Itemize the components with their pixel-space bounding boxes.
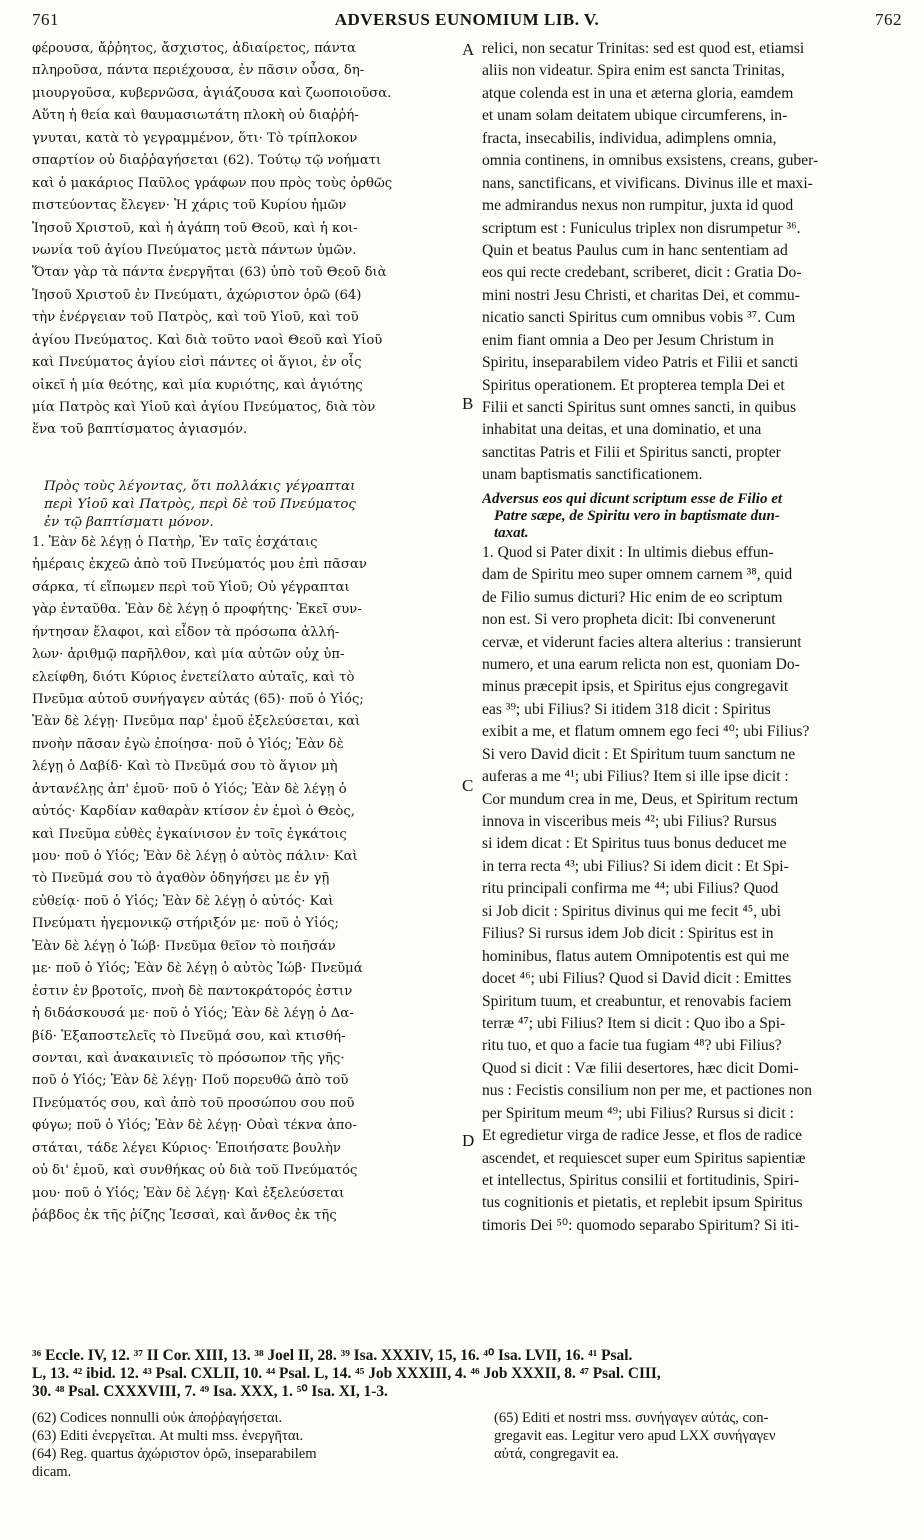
margin-letter-a: A (462, 40, 475, 59)
latin-text-line: exibit a me, et flatum omnem ego feci ⁴⁰; ubi Filius? (482, 723, 810, 741)
greek-text-line: Ἐὰν δὲ λέγῃ ὁ Ἰώβ· Πνεῦμα θεῖον τὸ ποιῆσάν (32, 938, 336, 954)
latin-text-line: enim fiant omnia a Deo per Jesum Christum in (482, 331, 774, 349)
latin-text-line: et intellectus, Spiritus consilii et fortitudinis, Spiri- (482, 1172, 800, 1189)
greek-text-line: πνοὴν πᾶσαν ἐγὼ ἐποίησα· ποῦ ὁ Υἱός; Ἐὰν δὲ (32, 736, 344, 752)
latin-text-line: si Job dicit : Spiritus divinus qui me fecit ⁴⁵, ubi (482, 902, 781, 920)
greek-text-line: στάται, τάδε λέγει Κύριος· Ἐποιήσατε βουλὴν (32, 1140, 341, 1156)
latin-text-line: Spiritu, inseparabilem video Patris et Filii et sancti (482, 354, 799, 372)
notes-right (494, 1409, 914, 1463)
greek-text-line: με· ποῦ ὁ Υἱός; Ἐὰν δὲ λέγῃ ὁ αὐτὸς Ἰώβ· Πνεῦμά (32, 961, 363, 977)
greek-text-line: εὐθείᾳ· ποῦ ὁ Υἱός; Ἐὰν δὲ λέγῃ ὁ αὐτός· Καὶ (32, 893, 334, 909)
greek-text-line: 1. Ἐὰν δὲ λέγῃ ὁ Πατὴρ, Ἐν ταῖς ἐσχάταις (32, 534, 318, 550)
greek-text-line: μία Πατρὸς καὶ Υἱοῦ καὶ ἁγίου Πνεύματος, διὰ τὸν (32, 400, 376, 415)
greek-text-line: λων· ἀριθμῷ παρῆλθον, καὶ μία αὐτῶν οὐχ ὑπ- (32, 647, 345, 663)
greek-text-line: ἡμέραις ἐκχεῶ ἀπὸ τοῦ Πνεύματός μου ἐπὶ πᾶσαν (32, 557, 367, 573)
latin-title-line: Patre sæpe, de Spiritu vero in baptismate dun- (494, 507, 780, 524)
greek-title-line: Πρὸς τοὺς λέγοντας, ὅτι πολλάκις γέγραπται (44, 478, 356, 494)
note-line: (64) Reg. quartus ἀχώριστον ὁρῶ, inseparabilem (32, 1446, 317, 1462)
greek-text-line: μου· ποῦ ὁ Υἱός; Ἐὰν δὲ λέγῃ· Καὶ ἐξελεύσεται (32, 1185, 345, 1201)
note-line: (62) Codices nonnulli οὐκ ἀποῤῥαγήσεται. (32, 1410, 283, 1426)
latin-text-line: relici, non secatur Trinitas: sed est quod est, etiamsi (482, 40, 805, 57)
greek-text-line: νωνία τοῦ ἁγίου Πνεύματος μετὰ πάντων ὑμῶν. (32, 242, 357, 258)
latin-text-line: Cor mundum crea in me, Deus, et Spiritum rectum (482, 790, 799, 808)
greek-text-line: σπαρτίον οὐ διαῤῥαγήσεται (62). Τούτῳ τῷ νοήματι (32, 153, 382, 169)
latin-text-line: per Spiritum meum ⁴⁹; ubi Filius? Rursus si dicit : (482, 1104, 794, 1122)
greek-section-title (32, 478, 462, 532)
latin-body-paragraph (482, 542, 900, 1238)
note-line: gregavit eas. Legitur vero apud LXX συνήγαγεν (494, 1428, 776, 1444)
note-line: (63) Editi ἐνεργεῖται. At multi mss. ἐνεργῆται. (32, 1428, 304, 1444)
greek-body-paragraph (32, 532, 462, 1228)
greek-text-line: ἡ διδάσκουσά με· ποῦ ὁ Υἱός; Ἐὰν δὲ λέγῃ ὁ Δα- (32, 1006, 354, 1022)
greek-text-line: Ὅταν γὰρ τὰ πάντα ἐνεργῆται (63) ὑπὸ τοῦ Θεοῦ διὰ (32, 265, 387, 281)
greek-text-line: πληροῦσα, πάντα περιέχουσα, ἐν πᾶσιν οὖσα, δη- (32, 63, 365, 79)
latin-column (482, 38, 900, 1237)
greek-text-line: μου· ποῦ ὁ Υἱός; Ἐὰν δὲ λέγῃ ὁ αὐτὸς πάλιν· Καὶ (32, 849, 358, 864)
notes-left (32, 1409, 472, 1481)
scripture-references (32, 1347, 902, 1401)
latin-text-line: atque colenda est in una et æterna gloria, eamdem (482, 84, 794, 102)
greek-text-line: Πνεύματός σου, καὶ ἀπὸ τοῦ προσώπου σου ποῦ (32, 1095, 355, 1111)
latin-text-line: omnia continens, in omnibus exsistens, creans, guber- (482, 152, 819, 170)
greek-text-line: Ἰησοῦ Χριστοῦ, καὶ ἡ ἀγάπη τοῦ Θεοῦ, καὶ ἡ κοι- (32, 220, 358, 236)
note-line: αὐτά, congregavit ea. (494, 1446, 619, 1462)
latin-text-line: Filius? Si rursus idem Job dicit : Spiritus est in (482, 925, 774, 943)
latin-text-line: nicatio sancti Spiritus cum omnibus vobis ³⁷. Cum (482, 309, 796, 327)
greek-text-line: μιουργοῦσα, κυβερνῶσα, ἁγιάζουσα καὶ ζωοποιοῦσα. (32, 85, 392, 101)
latin-top-paragraph (482, 38, 900, 487)
greek-text-line: ήντησαν ἔλαφοι, καὶ εἶδον τὰ πρόσωπα ἀλλή- (32, 624, 340, 640)
latin-text-line: inhabitat una deitas, et una dominatio, et una (482, 421, 762, 439)
greek-text-line: Πνεύματι ἡγεμονικῷ στήριξόν με· ποῦ ὁ Υἱός; (32, 916, 339, 932)
greek-text-line: σάρκα, τί εἴπωμεν περὶ τοῦ Υἱοῦ; Οὐ γέγραπται (32, 579, 350, 595)
latin-text-line: mini nostri Jesu Christi, et charitas Dei, et commu- (482, 286, 800, 304)
latin-text-line: fracta, insecabilis, individua, adimplens omnia, (482, 129, 777, 147)
greek-text-line: πιστεύοντας ἔλεγεν· Ἡ χάρις τοῦ Κυρίου ἡμῶν (32, 198, 347, 214)
latin-text-line: Filii et sancti Spiritus sunt omnes sancti, in quibus (482, 399, 797, 416)
latin-text-line: Si vero David dicit : Et Spiritum tuum sanctum ne (482, 745, 796, 763)
greek-text-line: οἰκεῖ ἡ μία θεότης, καὶ μία κυριότης, καὶ ἁγιότης (32, 377, 363, 393)
greek-title-line: περὶ Υἱοῦ καὶ Πατρὸς, περὶ δὲ τοῦ Πνεύματος (44, 496, 356, 512)
latin-text-line: si idem dicat : Et Spiritus tuus bonus deducet me (482, 835, 787, 853)
greek-text-line: Αὕτη ἡ θεία καὶ θαυμασιωτάτη πλοκὴ οὐ διαῤῥή- (32, 108, 359, 124)
page-header (32, 6, 902, 34)
latin-text-line: Spiritum tuum, et creabuntur, et renovabis faciem (482, 992, 792, 1010)
greek-text-line: καὶ Πνεῦμα εὐθὲς ἐγκαίνισον ἐν τοῖς ἐγκάτοις (32, 826, 347, 842)
note-line: (65) Editi et nostri mss. συνήγαγεν αὐτάς, con- (494, 1410, 769, 1426)
footnote-line: ³⁶ Eccle. IV, 12. ³⁷ II Cor. XIII, 13. ³⁸ Joel II, 28. ³⁹ Isa. XXXIV, 15, 16. ⁴⁰ Isa. LVII, 16. ⁴¹ Psal. (32, 1347, 633, 1364)
greek-text-line: οὐ δι' ἐμοῦ, καὶ συνθήκας οὐ διὰ τοῦ Πνεύματός (32, 1163, 358, 1179)
latin-text-line: timoris Dei ⁵⁰: quomodo separabo Spiritum? Si iti- (482, 1216, 800, 1234)
greek-text-line: Πνεῦμα αὐτοῦ συνήγαγεν αὐτάς (65)· ποῦ ὁ Υἱός; (32, 691, 364, 707)
page-number-right: 762 (875, 10, 902, 29)
greek-text-line: τὸ Πνεῦμά σου τὸ ἀγαθὸν ὁδηγήσει με ἐν γῇ (32, 871, 330, 887)
latin-text-line: aliis non videatur. Spira enim est sancta Trinitas, (482, 62, 785, 80)
latin-text-line: terræ ⁴⁷; ubi Filius? Item si dicit : Quo ibo a Spi- (482, 1014, 786, 1032)
greek-text-line: ἀντανέλῃς ἀπ' ἐμοῦ· ποῦ ὁ Υἱός; Ἐὰν δὲ λέγῃ ὁ (32, 781, 347, 797)
latin-text-line: ritu principali confirma me ⁴⁴; ubi Filius? Quod (482, 880, 779, 898)
note-line: dicam. (32, 1464, 72, 1480)
latin-text-line: 1. Quod si Pater dixit : In ultimis diebus effun- (482, 543, 774, 561)
greek-text-line: καὶ ὁ μακάριος Παῦλος γράφων που πρὸς τοὺς ὀρθῶς (32, 175, 393, 191)
greek-text-line: γὰρ ἐνταῦθα. Ἐὰν δὲ λέγῃ ὁ προφήτης· Ἐκεῖ συν- (32, 602, 362, 618)
latin-text-line: et unam solam deitatem ubique circumferens, in- (482, 107, 788, 125)
latin-text-line: Quin et beatus Paulus cum in hanc sententiam ad (482, 241, 788, 259)
footnote-area (32, 1347, 902, 1480)
latin-text-line: me admirandus nexus non rumpitur, juxta id quod (482, 197, 794, 215)
section-gap (32, 442, 462, 478)
greek-text-line: Ἐὰν δὲ λέγῃ· Πνεῦμα παρ' ἐμοῦ ἐξελεύσεται, καὶ (32, 714, 361, 730)
latin-text-line: sanctitas Patris et Filii et Spiritus sancti, propter (482, 443, 781, 461)
latin-text-line: eos qui recte credebant, scriberet, dicit : Gratia Do- (482, 264, 802, 282)
greek-text-line: καὶ Πνεύματος ἁγίου εἰσὶ πάντες οἱ ἅγιοι, ἐν οἷς (32, 355, 362, 371)
latin-text-line: ascendet, et requiescet super eum Spiritus sapientiæ (482, 1149, 806, 1167)
greek-text-line: φέρουσα, ἄῤῥητος, ἄσχιστος, ἀδιαίρετος, πάντα (32, 41, 356, 56)
greek-text-line: φύγω; ποῦ ὁ Υἱός; Ἐὰν δὲ λέγῃ· Οὐαὶ τέκνα ἀπο- (32, 1118, 357, 1134)
greek-title-line: ἐν τῷ βαπτίσματι μόνον. (44, 514, 214, 530)
margin-letter-c: C (462, 776, 474, 795)
latin-text-line: tus cognitionis et pietatis, et replebit ipsum Spiritus (482, 1194, 803, 1212)
latin-text-line: de Filio sumus dicturi? Hic enim de eo scriptum (482, 588, 783, 606)
latin-text-line: Spiritus operationem. Et propterea templa Dei et (482, 376, 785, 394)
latin-text-line: innova in visceribus meis ⁴²; ubi Filius? Rursus (482, 813, 777, 830)
greek-text-line: ἕνα τοῦ βαπτίσματος ἁγιασμόν. (32, 422, 248, 438)
greek-text-line: ἁγίου Πνεύματος. Καὶ διὰ τοῦτο ναοὶ Θεοῦ καὶ Υἱοῦ (32, 332, 383, 348)
latin-text-line: Quod si dicit : Væ filii desertores, hæc dicit Domi- (482, 1059, 799, 1077)
latin-text-line: cervæ, et viderunt facies altera alterius : transierunt (482, 633, 802, 651)
latin-text-line: scriptum est : Funiculus triplex non disrumpetur ³⁶. (482, 219, 801, 237)
greek-text-line: αὐτός· Καρδίαν καθαρὰν κτίσον ἐν ἐμοὶ ὁ Θεὸς, (32, 804, 355, 820)
latin-text-line: Et egredietur virga de radice Jesse, et flos de radice (482, 1127, 803, 1145)
latin-title-line: taxat. (494, 524, 529, 541)
greek-text-line: λέγῃ ὁ Δαβίδ· Καὶ τὸ Πνεῦμά σου τὸ ἅγιον μὴ (32, 759, 338, 775)
latin-title-line: Adversus eos qui dicunt scriptum esse de Filio et (482, 490, 783, 507)
greek-column (32, 38, 462, 1227)
greek-text-line: σονται, καὶ ἀνακαινιεῖς τὸ πρόσωπον τῆς γῆς· (32, 1050, 345, 1066)
margin-letter-d: D (462, 1131, 475, 1150)
greek-top-paragraph (32, 38, 462, 442)
latin-text-line: nus : Fecistis consilium non per me, et pactiones non (482, 1082, 813, 1100)
latin-text-line: auferas a me ⁴¹; ubi Filius? Item si ille ipse dicit : (482, 768, 789, 786)
latin-text-line: nans, sanctificans, et vivificans. Divinus ille et maxi- (482, 174, 813, 192)
greek-text-line: τὴν ἐνέργειαν τοῦ Πατρὸς, καὶ τοῦ Υἱοῦ, καὶ τοῦ (32, 310, 359, 326)
page-number-left: 761 (32, 10, 59, 29)
margin-letter-b: B (462, 394, 474, 413)
latin-text-line: eas ³⁹; ubi Filius? Si itidem 318 dicit : Spiritus (482, 700, 771, 718)
greek-text-line: Ἰησοῦ Χριστοῦ ἐν Πνεύματι, ἀχώριστον ὁρῶ (64) (32, 287, 362, 303)
latin-text-line: minus præcepit ipsis, et Spiritus ejus congregavit (482, 678, 789, 696)
latin-section-title (482, 491, 900, 542)
greek-text-line: ῥάβδος ἐκ τῆς ῥίζης Ἰεσσαὶ, καὶ ἄνθος ἐκ τῆς (32, 1208, 337, 1223)
latin-text-line: hominibus, flatus autem Omnipotentis est qui me (482, 947, 790, 965)
latin-text-line: ritu tuo, et quo a facie tua fugiam ⁴⁸? ubi Filius? (482, 1037, 782, 1055)
latin-text-line: numero, et una earum relicta non est, quoniam Do- (482, 655, 800, 673)
greek-text-line: ποῦ ὁ Υἱός; Ἐὰν δὲ λέγῃ· Ποῦ πορευθῶ ἀπὸ τοῦ (32, 1073, 349, 1089)
greek-text-line: ἐστιν ἐν βροτοῖς, πνοὴ δὲ παντοκράτορός ἐστιν (32, 983, 353, 999)
latin-text-line: docet ⁴⁶; ubi Filius? Quod si David dicit : Emittes (482, 970, 792, 988)
greek-text-line: γνυται, κατὰ τὸ γεγραμμένον, ὅτι· Τὸ τρίπλοκον (32, 130, 358, 146)
latin-text-line: non est. Si vero propheta dicit: Ibi convenerunt (482, 611, 776, 629)
running-title: ADVERSUS EUNOMIUM LIB. V. (334, 10, 600, 29)
greek-text-line: ελείφθη, διότι Κύριος ἐνετείλατο αὐταῖς, καὶ τὸ (32, 669, 355, 685)
footnote-line: 30. ⁴⁸ Psal. CXXXVIII, 7. ⁴⁹ Isa. XXX, 1. ⁵⁰ Isa. XI, 1-3. (32, 1383, 388, 1400)
greek-text-line: βίδ· Ἐξαποστελεῖς τὸ Πνεῦμά σου, καὶ κτισθή- (32, 1028, 346, 1044)
latin-text-line: unam baptismatis sanctificationem. (482, 466, 703, 484)
latin-text-line: dam de Spiritu meo super omnem carnem ³⁸, quid (482, 566, 793, 584)
latin-text-line: in terra recta ⁴³; ubi Filius? Si idem dicit : Et Spi- (482, 857, 789, 875)
footnote-line: L, 13. ⁴² ibid. 12. ⁴³ Psal. CXLII, 10. ⁴⁴ Psal. L, 14. ⁴⁵ Job XXXIII, 4. ⁴⁶ Job XXXII, 8. ⁴⁷ Psal. CIII, (32, 1365, 661, 1382)
